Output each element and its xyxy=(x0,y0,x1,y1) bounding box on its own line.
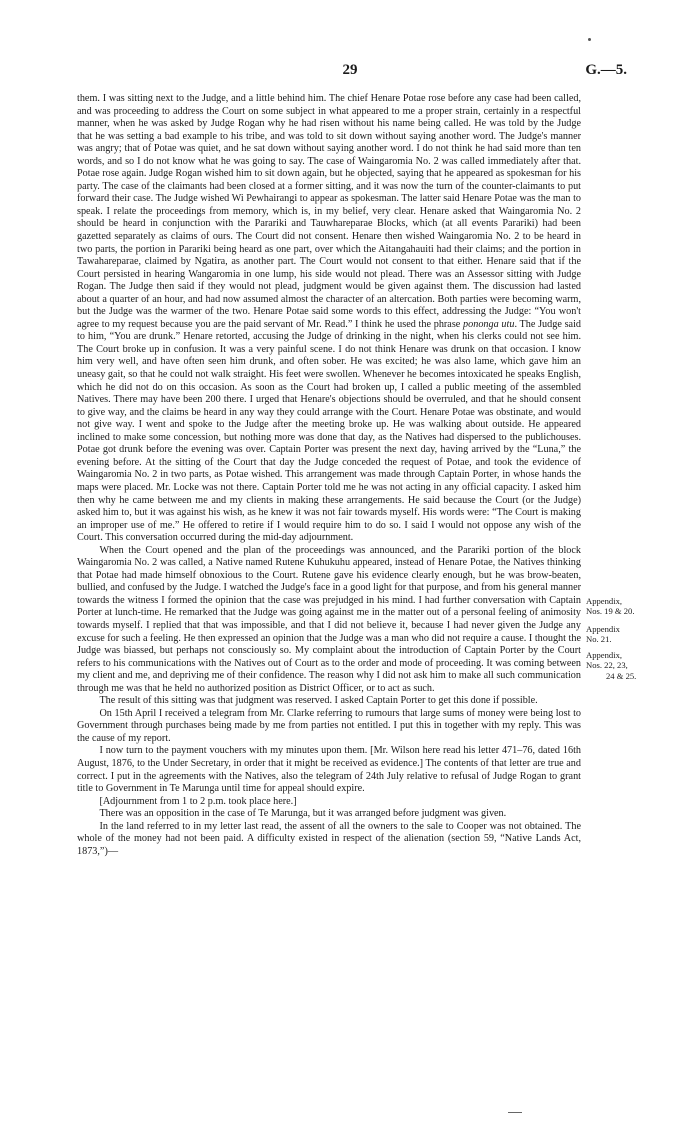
paragraph: There was an opposition in the case of Te Marunga, but it was arranged before judgment was given. xyxy=(99,808,507,820)
paragraph: I now turn to the payment vouchers with my minutes upon them. [Mr. Wilson here read his letter 471–76, dated 16th August, 1876, to the Under Secretary, in order that it might be received as evidence.] The contents of that letter are true and correct. I put in the agreements with the Natives, also the telegram of 24th July relative to refusal of Judge Rogan to grant title to Government in Te Marunga until time for appeal should expire. xyxy=(77,745,581,795)
footer-mark xyxy=(508,1112,522,1113)
series-number: G.—5. xyxy=(585,62,627,78)
paragraph: When the Court opened and the plan of the proceedings was announced, and the Parariki portion of the block Waingaromia No. 2 was called, a Native named Rutene Kuhukuhu appeared, instead of Henare Potae, the Natives thinking that Potae had made himself obnoxious to the Court. Rutene gave his evidence clearly enough, but he was brow-beaten, bullied, and confused by the Judge. I watched the Judge's face in a good light for that purpose, and from his general manner towards the witness I formed the opinion that the case was prejudged in his mind. I had further conversation with Captain Porter at lunch-time. He remarked that the Judge was going against me in the matter out of a personal feeling of animosity towards myself. I replied that that was impossible, and that I did not believe it, because I had never given the Judge any excuse for such a feeling. He then expressed an opinion that the Judge was a man who did not require a cause. I thought the Judge was biassed, but perhaps not consciously so. My complaint about the introduction of Captain Porter by the Court refers to his communications with the Natives out of Court as to the order and mode of proceeding. It was coming between my client and me, and depriving me of their confidence. The reason why I did not ask him to make all such communication through me was that he held no authorized position as District Officer, or to act as such. xyxy=(77,544,581,694)
paragraph: [Adjournment from 1 to 2 p.m. took place here.] xyxy=(99,795,297,807)
paragraph: In the land referred to in my letter last read, the assent of all the owners to the sale to Cooper was not obtained. The whole of the money had not been paid. A difficulty existed in respect of the alienation (section 59, “Native Lands Act, 1873,”)— xyxy=(77,820,581,857)
margin-note: Appendix, Nos. 19 & 20. xyxy=(586,596,635,617)
margin-note: Appendix No. 21. xyxy=(586,624,620,645)
paragraph: them. I was sitting next to the Judge, and a little behind him. The chief Henare Potae rose before any case had been called, and was proceeding to address the Court on some subject in what appeared to me a proper strain, certainly in a respectful manner, when he was asked by Judge Rogan why he had risen without his name being called. He was told by the Judge that he was setting a bad example to his tribe, and was told to sit down without saying another word. The Judge's manner was angry; that of Potae was quiet, and he sat down without saying another word. I do not think he had said more than ten words, and so I do not know what he was going to say. The case of Waingaromia No. 2 was called immediately after that. Potae rose again. Judge Rogan wished him to sit down again, but he objected, saying that he appeared as spokesman for his party. The case of the claimants had been closed at a former sitting, and it was now the turn of the counter-claimants to put forward their case. The Judge wished Wi Pewhairangi to appear as spokesman. The latter said Henare Potae was the man to speak. I relate the proceedings from memory, which is, in my belief, very clear. Henare asked that Waingaromia No. 2 should be heard in conjunction with the Parariki and Tauwhareparae Blocks, which (at all events Parariki) had been gazetted separately as claims of ours. The Court did not consent. Henare then wished Waingaromia No. 2 to be heard in two parts, the portion in Parariki being heard as one part, over which the Aitangahauiti had their claims; and the portion in Tawahareparae, claimed by Ngatira, as another part. The Court would not consent to that either. Henare said that if the Court persisted in hearing Wangaromia in one lump, his side would not plead. There was an Assessor sitting with Judge Rogan. The Judge then said if they would not plead, judgment would be given against them. The discussion had lasted about a quarter of an hour, and had now assumed almost the character of an altercation. Both parties were becoming warm, but the Judge was the warmer of the two. Henare Potae said some words to this effect, addressing the Judge: “You won't agree to my request because you are the paid servant of Mr. Read.” I think he used the phrase pononga utu. The Judge said to him, “You are drunk.” Henare retorted, accusing the Judge of drinking in the night, when his clerks could not see him. The Court broke up in confusion. It was a very painful scene. I do not think Henare was drunk on that occasion. I know him very well, and have often seen him drunk, and often sober. He was excited; he was also lame, which gave him an uneasy gait, so that he could not walk straight. His feet were swollen. Whenever he becomes intoxicated he speaks English, which he did not do on this occasion. As soon as the Court had broken up, I called a public meeting of the assembled Natives. There may have been 200 there. I urged that Henare's objections should be overruled, and that he should consent to give way, and the claims be heard in any way they could arrange with the Court. Henare Potae was obstinate, and would not give way. I went and spoke to the Judge after the meeting broke up. He was walking about outside. He appeared inclined to make some concession, but nothing more was done that day, as the Natives had dispersed to the publichouses. Potae got drunk before the evening was over. Captain Porter was present the next day, having arrived by the “Luna,” the evening before. At the sitting of the Court that day the Judge conceded the request of Potae, and took the evidence of Waingaromia No. 2 in two parts, as Potae wished. This arrangement was made through Captain Porter, in whose hands the maps were placed. Mr. Locke was not there. Captain Porter told me he was not acting in any official capacity. I asked him then why he came between me and my clients in making these arrangements. He said because the Court (or the Judge) asked him to, but it was against his wish, as he knew it was not fair towards myself. His words were: “The Court is making an improper use of me.” He offered to retire if I would require him to do so. I said I would not oppose any wish of the Court. This conversation occurred during the mid-day adjournment. xyxy=(77,93,581,544)
page-number: 29 xyxy=(342,62,358,78)
paragraph: On 15th April I received a telegram from Mr. Clarke referring to rumours that large sums of money were being lost to Government through purchases being made by me from parties not entitled. I put this in together with my reply. This was the cause of my report. xyxy=(77,707,581,744)
margin-note: Appendix, Nos. 22, 23, 24 & 25. xyxy=(586,650,637,681)
paragraph: The result of this sitting was that judgment was reserved. I asked Captain Porter to get this done if possible. xyxy=(99,695,538,707)
maori-phrase: pononga utu xyxy=(463,318,515,330)
body-text xyxy=(77,93,581,858)
top-mark xyxy=(588,38,591,41)
